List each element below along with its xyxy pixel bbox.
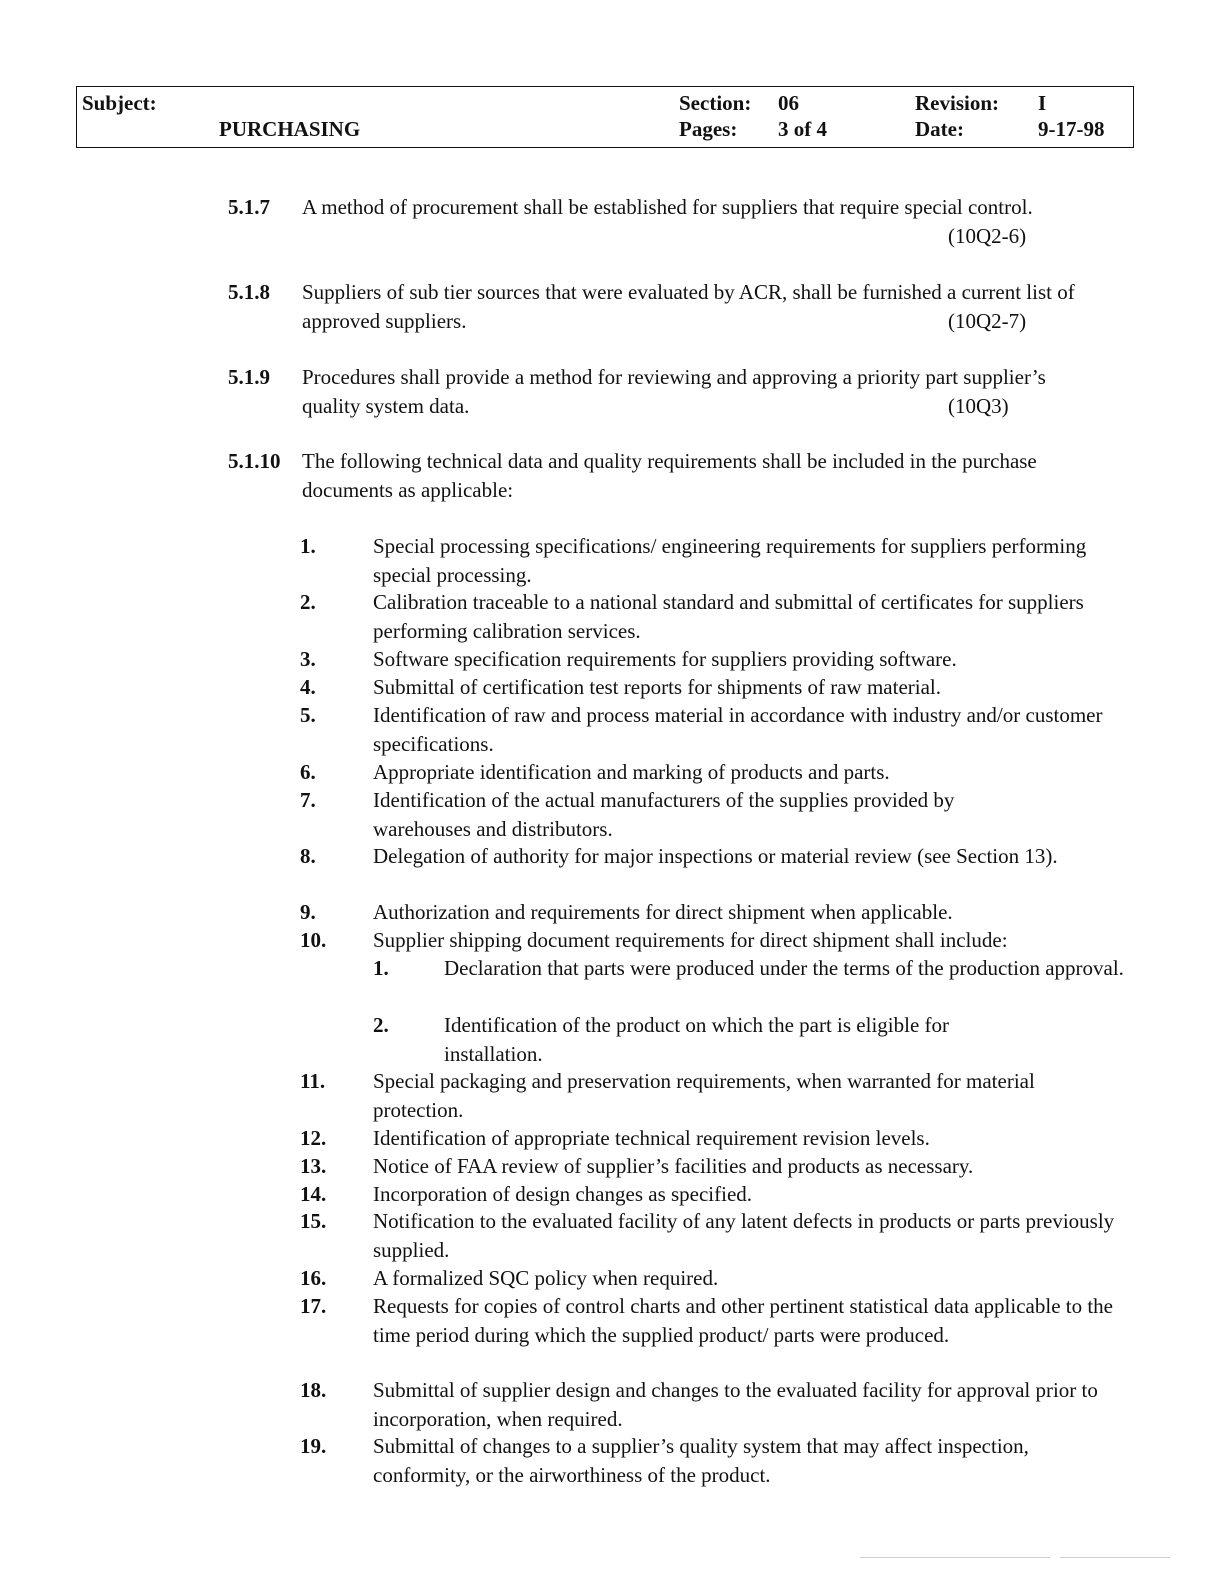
clause-text: The following technical data and quality requirements shall be included in the purchase documents as applicable: (302, 449, 1037, 502)
list-item-number: 18. (300, 1378, 327, 1402)
list-item (300, 1124, 1130, 1153)
list-item-text: Authorization and requirements for direct shipment when applicable. (373, 900, 953, 924)
list-item (300, 673, 1130, 702)
list-item-number: 1. (300, 534, 316, 558)
section-label: Section: (679, 91, 752, 115)
subject-label: Subject: (82, 91, 157, 115)
pages-value: 3 of 4 (778, 117, 827, 141)
list-item-number: 2. (300, 590, 316, 614)
date-label: Date: (915, 117, 964, 141)
list-item-number: 5. (300, 703, 316, 727)
list-item (300, 588, 1130, 645)
clause-text: Suppliers of sub tier sources that were evaluated by ACR, shall be furnished a current list of approved suppliers. (302, 280, 1075, 333)
list-item-text: Submittal of certification test reports for shipments of raw material. (373, 675, 942, 699)
clause-number: 5.1.8 (228, 280, 270, 304)
clause-number: 5.1.9 (228, 365, 270, 389)
clause-reference: (10Q2-6) (948, 223, 1027, 248)
date-value: 9-17-98 (1038, 117, 1105, 141)
list-item (300, 1292, 1130, 1349)
list-item-text: Requests for copies of control charts and other pertinent statistical data applicable to the time period during which the supplied product/ parts were produced. (373, 1294, 1114, 1347)
list-item-number: 3. (300, 647, 316, 671)
scan-artifact (860, 1557, 1050, 1558)
list-item-text: Special processing specifications/ engineering requirements for suppliers performing special processing. (373, 534, 1087, 587)
list-item-text: Submittal of changes to a supplier’s quality system that may affect inspection, conformity, or the airworthiness of the product. (373, 1434, 1029, 1487)
list-item (300, 1207, 1130, 1264)
list-item-number: 17. (300, 1294, 327, 1318)
sub-list-item (373, 1011, 1133, 1068)
list-item-number: 15. (300, 1209, 327, 1233)
list-item-text: Calibration traceable to a national standard and submittal of certificates for suppliers performing calibration services. (373, 590, 1084, 643)
list-item-number: 11. (300, 1069, 326, 1093)
list-item-number: 19. (300, 1434, 327, 1458)
list-item-text: Supplier shipping document requirements for direct shipment shall include: (373, 928, 1008, 952)
list-item-text: Special packaging and preservation requirements, when warranted for material protection. (373, 1069, 1035, 1122)
list-item (300, 842, 1130, 871)
clause-text: A method of procurement shall be established for suppliers that require special control. (302, 195, 1033, 219)
list-item-text: Incorporation of design changes as specified. (373, 1182, 753, 1206)
sub-list-item-text: Identification of the product on which the part is eligible for installation. (444, 1013, 950, 1066)
list-item-text: Notice of FAA review of supplier’s facilities and products as necessary. (373, 1154, 974, 1178)
list-item (300, 532, 1130, 589)
list-item-number: 4. (300, 675, 316, 699)
list-item-number: 14. (300, 1182, 327, 1206)
list-item-number: 10. (300, 928, 327, 952)
list-item-text: Appropriate identification and marking of products and parts. (373, 760, 890, 784)
list-item (300, 898, 1130, 927)
list-item-number: 7. (300, 788, 316, 812)
list-item (300, 786, 1130, 843)
sub-list-item-text: Declaration that parts were produced under the terms of the production approval. (444, 956, 1124, 980)
list-item-text: Notification to the evaluated facility of any latent defects in products or parts previously supplied. (373, 1209, 1115, 1262)
list-item (300, 645, 1130, 674)
list-item-number: 6. (300, 760, 316, 784)
list-item-text: Identification of appropriate technical requirement revision levels. (373, 1126, 930, 1150)
list-item-text: Delegation of authority for major inspections or material review (see Section 13). (373, 844, 1058, 868)
clause-reference: (10Q2-7) (948, 308, 1027, 333)
list-item-text: Submittal of supplier design and changes to the evaluated facility for approval prior to incorporation, when required. (373, 1378, 1098, 1431)
scan-artifact (1060, 1557, 1170, 1558)
list-item (300, 926, 1130, 955)
list-item (300, 1432, 1130, 1489)
sub-list-item (373, 954, 1133, 983)
list-item-number: 9. (300, 900, 316, 924)
pages-label: Pages: (679, 117, 738, 141)
list-item-text: Software specification requirements for suppliers providing software. (373, 647, 957, 671)
sub-list-item-number: 2. (373, 1013, 389, 1037)
list-item (300, 701, 1130, 758)
list-item-number: 12. (300, 1126, 327, 1150)
clause-text: Procedures shall provide a method for reviewing and approving a priority part supplier’s quality system data. (302, 365, 1046, 418)
list-item-text: Identification of the actual manufacturers of the supplies provided by warehouses and distributors. (373, 788, 955, 841)
clause-number: 5.1.10 (228, 449, 281, 473)
list-item-number: 13. (300, 1154, 327, 1178)
list-item (300, 1376, 1130, 1433)
list-item (300, 1067, 1130, 1124)
list-item-number: 16. (300, 1266, 327, 1290)
list-item (300, 758, 1130, 787)
section-value: 06 (778, 91, 799, 115)
list-item (300, 1180, 1130, 1209)
clause-reference: (10Q3) (948, 393, 1009, 418)
subject-value: PURCHASING (219, 117, 361, 141)
list-item-number: 8. (300, 844, 316, 868)
sub-list-item-number: 1. (373, 956, 389, 980)
revision-label: Revision: (915, 91, 999, 115)
list-item (300, 1264, 1130, 1293)
list-item (300, 1152, 1130, 1181)
list-item-text: Identification of raw and process material in accordance with industry and/or customer specifications. (373, 703, 1103, 756)
revision-value: I (1038, 91, 1047, 115)
list-item-text: A formalized SQC policy when required. (373, 1266, 719, 1290)
clause-number: 5.1.7 (228, 195, 270, 219)
